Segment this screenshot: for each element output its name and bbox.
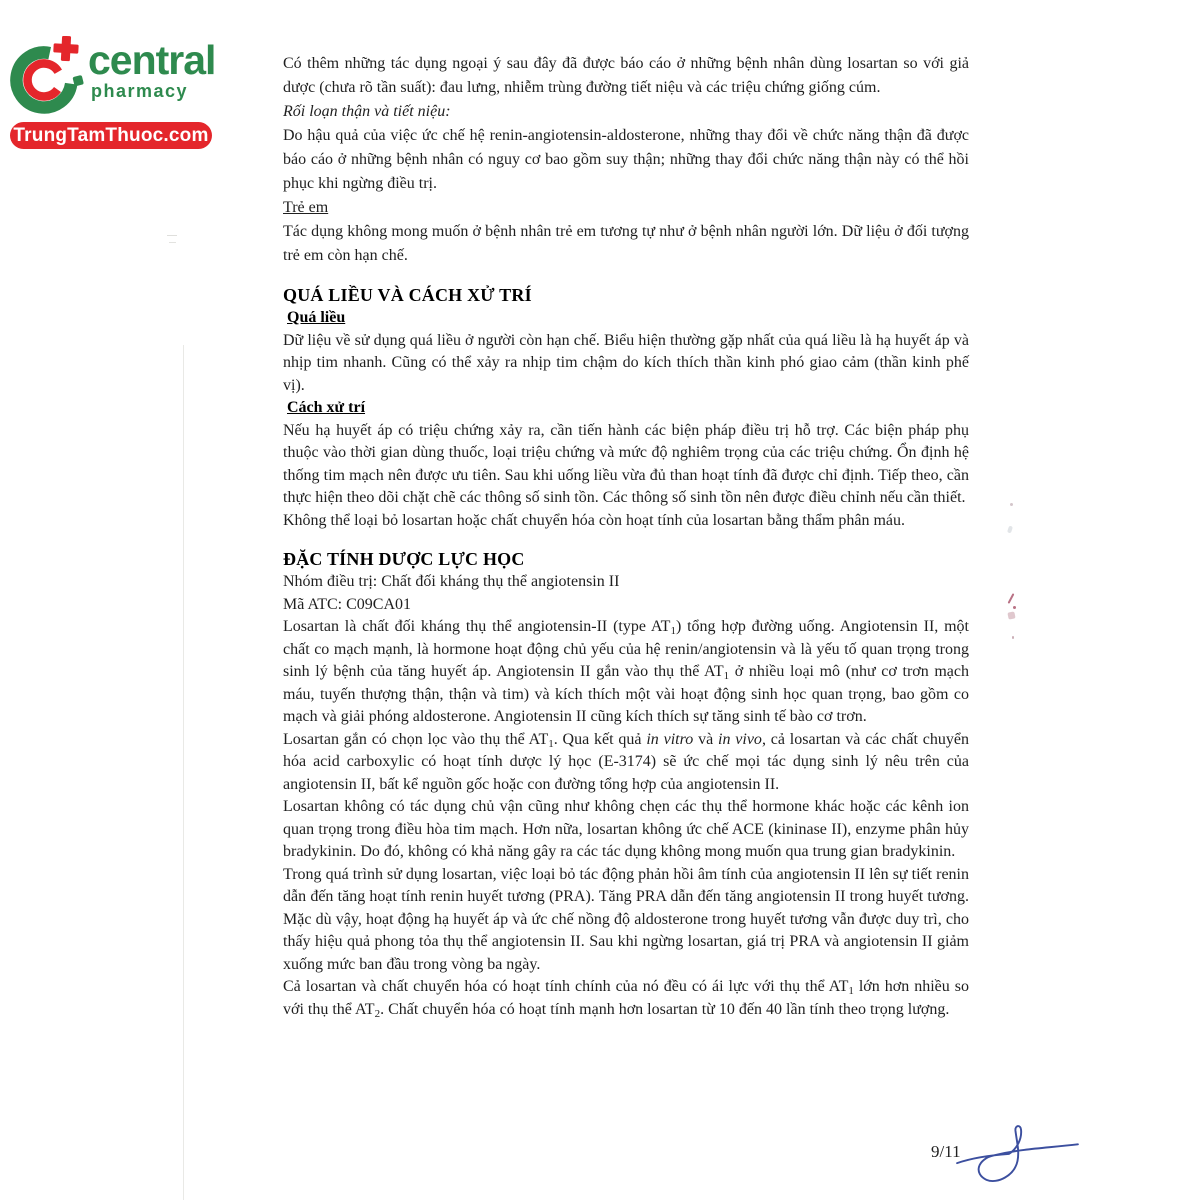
scan-artifact [1010, 503, 1013, 506]
subheading-management: Cách xử trí [287, 399, 366, 416]
central-pharmacy-c-icon [10, 36, 84, 116]
scan-artifact [1013, 606, 1016, 609]
paragraph-no-agonist: Losartan không có tác dụng chủ vận cũng như không chẹn các thụ thể hormone khác hoặc các kênh ion quan trọng trong điều hòa tim mạch. Hơn nữa, losartan không ức chế ACE (kininase II), enzyme phân hủy bradykinin. Do đó, không có khả năng gây ra các tác dụng không mong muốn qua trung gian bradykinin. [283, 798, 969, 860]
subheading-overdose: Quá liều [287, 309, 346, 326]
subheading-children: Trẻ em [283, 199, 329, 216]
logo-brand-text: central [88, 37, 216, 83]
line-atc-code: Mã ATC: C09CA01 [283, 595, 412, 613]
scan-artifact [1007, 611, 1015, 619]
logo-subbrand-text: pharmacy [91, 81, 189, 101]
logo-banner [10, 122, 212, 149]
paragraph-overdose: Dữ liệu về sử dụng quá liều ở người còn hạn chế. Biểu hiện thường gặp nhất của quá liều là hạ huyết áp và nhịp tim nhanh. Cũng có thể xảy ra nhịp tim chậm do kích thích thần kinh phó giao cảm (thần kinh phế vị). [283, 331, 969, 394]
scan-artifact [167, 235, 177, 236]
page-number: 9/11 [931, 1142, 961, 1161]
section-adverse [283, 52, 969, 268]
paragraph-pra: Trong quá trình sử dụng losartan, việc loại bỏ tác động phản hồi âm tính của angiotensin II lên sự tiết renin dẫn đến tăng hoạt tính renin huyết tương (PRA). Tăng PRA dẫn đến tăng angiotensin II trong huyết tương. Mặc dù vậy, hoạt động hạ huyết áp và ức chế nồng độ aldosterone trong huyết tương vẫn được duy trì, cho thấy hiệu quả phong tỏa thụ thể angiotensin II. Sau khi ngừng losartan, giá trị PRA và angiotensin II giảm xuống mức ban đầu trong vòng ba ngày. [283, 865, 969, 973]
scan-edge-line [183, 345, 184, 1200]
paragraph-affinity: Cả losartan và chất chuyển hóa có hoạt tính chính của nó đều có ái lực với thụ thể $AT_1$ lớn hơn nhiều so với thụ thể $AT_2$. Chất chuyển hóa có hoạt tính mạnh hơn losartan từ 10 đến 40 lần tính theo trọng lượng. [283, 978, 969, 1020]
subheading-renal: Rối loạn thận và tiết niệu: [283, 103, 451, 120]
paragraph-children: Tác dụng không mong muốn ở bệnh nhân trẻ em tương tự như ở bệnh nhân người lớn. Dữ liệu ở đối tượng trẻ em còn hạn chế. [283, 223, 969, 264]
scan-artifact [1008, 593, 1015, 604]
paragraph-renal: Do hậu quả của việc ức chế hệ renin-angiotensin-aldosterone, những thay đổi về chức năng thận đã được báo cáo ở những bệnh nhân có nguy cơ bao gồm suy thận; những thay đổi chức năng thận này có thể hồi phục khi ngừng điều trị. [283, 127, 969, 192]
logo-banner-text: TrungTamThuoc.com [13, 124, 209, 146]
signature-mark [953, 1120, 1085, 1192]
scan-artifact [169, 242, 176, 243]
paragraph-management: Nếu hạ huyết áp có triệu chứng xảy ra, cần tiến hành các biện pháp điều trị hỗ trợ. Các biện pháp phụ thuộc vào thời gian dùng thuốc, loại triệu chứng và mức độ nghiêm trọng của các triệu chứng. Ổn định hệ thống tim mạch nên được ưu tiên. Sau khi uống liều vừa đủ than hoạt tính đã được chỉ định. Tiếp theo, cần thực hiện theo dõi chặt chẽ các thông số sinh tồn. Các thông số sinh tồn nên được điều chỉnh nếu cần thiết. [283, 421, 969, 506]
section-heading-pharmacodynamics: ĐẶC TÍNH DƯỢC LỰC HỌC [283, 549, 525, 569]
document-body [283, 52, 969, 1021]
section-pharmacodynamics [283, 547, 969, 1021]
line-therapeutic-group: Nhóm điều trị: Chất đối kháng thụ thể angiotensin II [283, 573, 620, 590]
paragraph-mechanism: Losartan là chất đối kháng thụ thể angiotensin-II (type $AT_1$) tổng hợp đường uống. Angiotensin II, một chất co mạch mạnh, là hormone hoạt động chủ yếu của hệ renin/angiotensin và là yếu tố quan trọng trong sinh lý bệnh của tăng huyết áp. Angiotensin II gắn vào thụ thể $AT_1$ ở nhiều loại mô (như cơ trơn mạch máu, tuyến thượng thận, thận và tim) và kích thích một vài hoạt động sinh học quan trọng, bao gồm co mạch và giải phóng aldosterone. Angiotensin II cũng kích thích sự tăng sinh tế bào cơ trơn. [283, 618, 969, 725]
paragraph-adverse-extra: Có thêm những tác dụng ngoại ý sau đây đã được báo cáo ở những bệnh nhân dùng losartan so với giả dược (chưa rõ tần suất): đau lưng, nhiễm trùng đường tiết niệu và các triệu chứng giống cúm. [283, 55, 969, 96]
pharmacy-logo [10, 36, 220, 149]
paragraph-dialysis: Không thể loại bỏ losartan hoặc chất chuyển hóa còn hoạt tính của losartan bằng thẩm phân máu. [283, 511, 906, 529]
section-overdose [283, 283, 969, 532]
paragraph-selectivity: Losartan gắn có chọn lọc vào thụ thể $AT_1$. Qua kết quả in vitro và in vivo, cả losartan và các chất chuyển hóa acid carboxylic có hoạt tính dược lý học (E-3174) sẽ ức chế mọi tác dụng sinh lý nêu trên của angiotensin II, bất kể nguồn gốc hoặc con đường tổng hợp của angiotensin II. [283, 730, 970, 793]
scan-artifact [1007, 526, 1013, 534]
section-heading-overdose: QUÁ LIỀU VÀ CÁCH XỬ TRÍ [283, 285, 532, 305]
scan-artifact [1012, 636, 1014, 639]
